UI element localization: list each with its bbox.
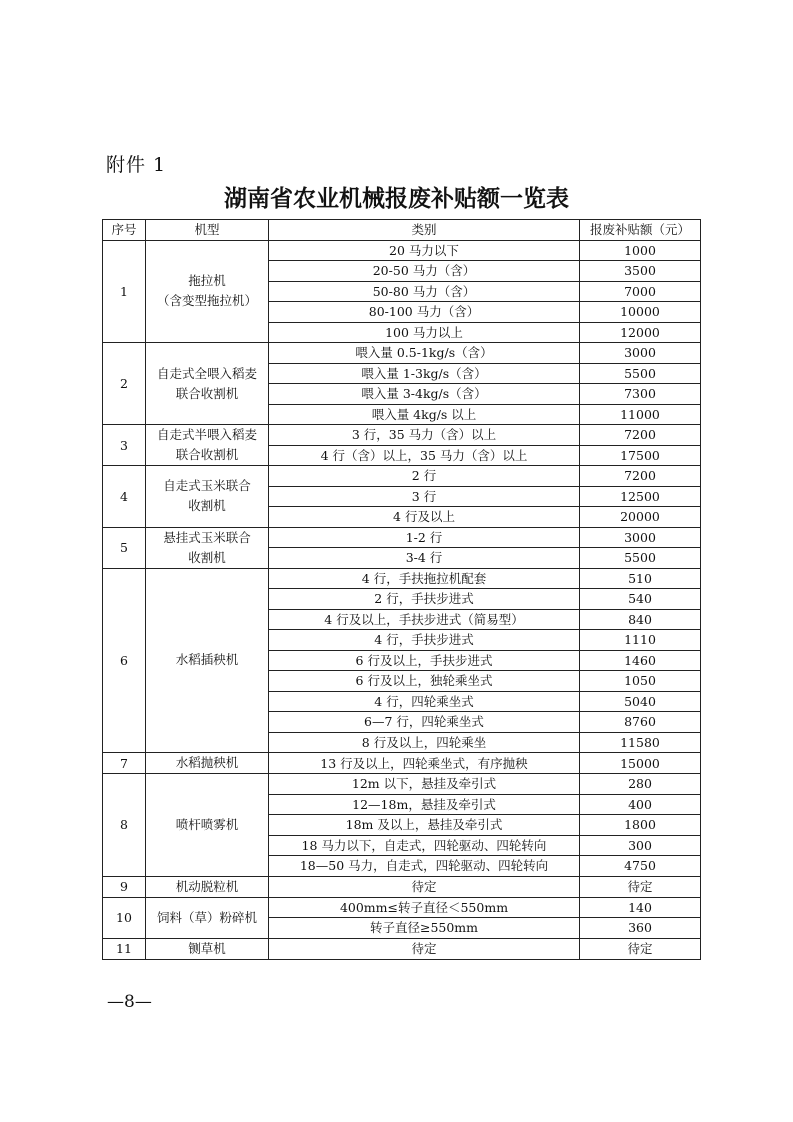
table-row: [103, 425, 701, 446]
cell-amount: 140: [580, 897, 701, 918]
table-row: [103, 753, 701, 774]
table-row: [103, 876, 701, 897]
header-no: 序号: [103, 220, 146, 241]
cell-category: 3 行: [269, 486, 580, 507]
table-row: [103, 938, 701, 959]
cell-amount: 540: [580, 589, 701, 610]
cell-amount: 1460: [580, 650, 701, 671]
machine-name-line: 联合收割机: [175, 385, 239, 401]
cell-category: 400mm≤转子直径＜550mm: [269, 897, 580, 918]
cell-no: 2: [103, 343, 146, 425]
cell-category: 18m 及以上，悬挂及牵引式: [269, 815, 580, 836]
cell-amount: 400: [580, 794, 701, 815]
cell-category: 4 行，手扶步进式: [269, 630, 580, 651]
machine-name-line: 自走式半喂入稻麦: [156, 427, 257, 442]
table-row: [103, 240, 701, 261]
cell-amount: 7000: [580, 281, 701, 302]
cell-no: 3: [103, 425, 146, 466]
cell-category: 待定: [269, 938, 580, 959]
machine-name-line: 收割机: [188, 549, 226, 565]
cell-category: 喂入量 3-4kg/s（含）: [269, 384, 580, 405]
cell-category: 100 马力以上: [269, 322, 580, 343]
cell-category: 2 行: [269, 466, 580, 487]
cell-category: 喂入量 4kg/s 以上: [269, 404, 580, 425]
cell-amount: 7200: [580, 466, 701, 487]
table-body: [103, 240, 701, 959]
cell-category: 2 行，手扶步进式: [269, 589, 580, 610]
machine-name-line: 机动脱粒机: [175, 878, 239, 894]
cell-amount: 待定: [580, 938, 701, 959]
cell-amount: 1110: [580, 630, 701, 651]
cell-amount: 待定: [580, 876, 701, 897]
cell-amount: 11000: [580, 404, 701, 425]
cell-category: 6 行及以上，独轮乘坐式: [269, 671, 580, 692]
cell-amount: 8760: [580, 712, 701, 733]
cell-machine: [146, 240, 269, 343]
cell-amount: 15000: [580, 753, 701, 774]
cell-category: 6 行及以上，手扶步进式: [269, 650, 580, 671]
cell-no: 4: [103, 466, 146, 528]
cell-category: 4 行及以上: [269, 507, 580, 528]
cell-category: 50-80 马力（含）: [269, 281, 580, 302]
subsidy-table: [102, 219, 701, 960]
cell-machine: [146, 876, 269, 897]
cell-machine: [146, 425, 269, 466]
cell-machine: [146, 753, 269, 774]
cell-no: 1: [103, 240, 146, 343]
cell-amount: 3500: [580, 261, 701, 282]
machine-name-line: 联合收割机: [175, 447, 239, 462]
cell-machine: [146, 938, 269, 959]
cell-category: 20 马力以下: [269, 240, 580, 261]
page-number: —8—: [107, 992, 152, 1012]
cell-amount: 20000: [580, 507, 701, 528]
machine-name-line: 水稻插秧机: [175, 652, 239, 668]
document-title: 湖南省农业机械报废补贴额一览表: [224, 186, 569, 212]
cell-amount: 300: [580, 835, 701, 856]
cell-no: 7: [103, 753, 146, 774]
cell-no: 11: [103, 938, 146, 959]
cell-amount: 5040: [580, 691, 701, 712]
cell-amount: 360: [580, 918, 701, 939]
attachment-label: 附件 1: [106, 154, 167, 176]
header-machine: 机型: [146, 220, 269, 241]
cell-machine: [146, 466, 269, 528]
header-amount: 报废补贴额（元）: [580, 220, 701, 241]
cell-amount: 17500: [580, 445, 701, 466]
cell-amount: 3000: [580, 527, 701, 548]
cell-category: 20-50 马力（含）: [269, 261, 580, 282]
cell-amount: 11580: [580, 732, 701, 753]
cell-amount: 840: [580, 609, 701, 630]
cell-category: 1-2 行: [269, 527, 580, 548]
machine-name-line: 饲料（草）粉碎机: [156, 909, 257, 925]
table-row: [103, 466, 701, 487]
cell-no: 10: [103, 897, 146, 938]
cell-amount: 3000: [580, 343, 701, 364]
cell-category: 3-4 行: [269, 548, 580, 569]
cell-machine: [146, 897, 269, 938]
machine-name-line: 自走式玉米联合: [163, 478, 251, 494]
cell-category: 6—7 行，四轮乘坐式: [269, 712, 580, 733]
machine-name-line: （含变型拖拉机）: [156, 293, 257, 309]
cell-category: 4 行，手扶拖拉机配套: [269, 568, 580, 589]
cell-amount: 7300: [580, 384, 701, 405]
cell-no: 6: [103, 568, 146, 753]
cell-category: 18—50 马力，自走式，四轮驱动、四轮转向: [269, 856, 580, 877]
cell-category: 13 行及以上，四轮乘坐式，有序抛秧: [269, 753, 580, 774]
cell-machine: [146, 343, 269, 425]
cell-machine: [146, 568, 269, 753]
cell-no: 5: [103, 527, 146, 568]
machine-name-line: 喷杆喷雾机: [175, 816, 239, 832]
cell-amount: 510: [580, 568, 701, 589]
cell-category: 12—18m，悬挂及牵引式: [269, 794, 580, 815]
cell-category: 4 行（含）以上，35 马力（含）以上: [269, 445, 580, 466]
machine-name-line: 拖拉机: [188, 273, 226, 289]
cell-amount: 280: [580, 774, 701, 795]
cell-machine: [146, 527, 269, 568]
cell-machine: [146, 774, 269, 877]
machine-name-line: 自走式全喂入稻麦: [156, 365, 257, 381]
cell-amount: 5500: [580, 363, 701, 384]
cell-amount: 5500: [580, 548, 701, 569]
cell-amount: 1050: [580, 671, 701, 692]
machine-name-line: 收割机: [188, 498, 226, 514]
cell-category: 喂入量 0.5-1kg/s（含）: [269, 343, 580, 364]
cell-amount: 7200: [580, 425, 701, 446]
table-header-row: [103, 220, 701, 241]
cell-amount: 4750: [580, 856, 701, 877]
cell-no: 8: [103, 774, 146, 877]
table-row: [103, 897, 701, 918]
cell-category: 18 马力以下，自走式，四轮驱动、四轮转向: [269, 835, 580, 856]
cell-amount: 12000: [580, 322, 701, 343]
cell-no: 9: [103, 876, 146, 897]
cell-amount: 1000: [580, 240, 701, 261]
cell-category: 待定: [269, 876, 580, 897]
table-row: [103, 568, 701, 589]
header-category: 类别: [269, 220, 580, 241]
cell-category: 3 行，35 马力（含）以上: [269, 425, 580, 446]
cell-category: 4 行，四轮乘坐式: [269, 691, 580, 712]
cell-category: 4 行及以上，手扶步进式（简易型）: [269, 609, 580, 630]
machine-name-line: 水稻抛秧机: [175, 755, 239, 770]
table-row: [103, 527, 701, 548]
cell-category: 喂入量 1-3kg/s（含）: [269, 363, 580, 384]
cell-category: 12m 以下，悬挂及牵引式: [269, 774, 580, 795]
cell-category: 转子直径≥550mm: [269, 918, 580, 939]
cell-amount: 10000: [580, 302, 701, 323]
cell-amount: 12500: [580, 486, 701, 507]
machine-name-line: 铡草机: [188, 940, 226, 956]
cell-category: 8 行及以上，四轮乘坐: [269, 732, 580, 753]
table-row: [103, 774, 701, 795]
cell-amount: 1800: [580, 815, 701, 836]
table-row: [103, 343, 701, 364]
cell-category: 80-100 马力（含）: [269, 302, 580, 323]
machine-name-line: 悬挂式玉米联合: [163, 529, 251, 545]
